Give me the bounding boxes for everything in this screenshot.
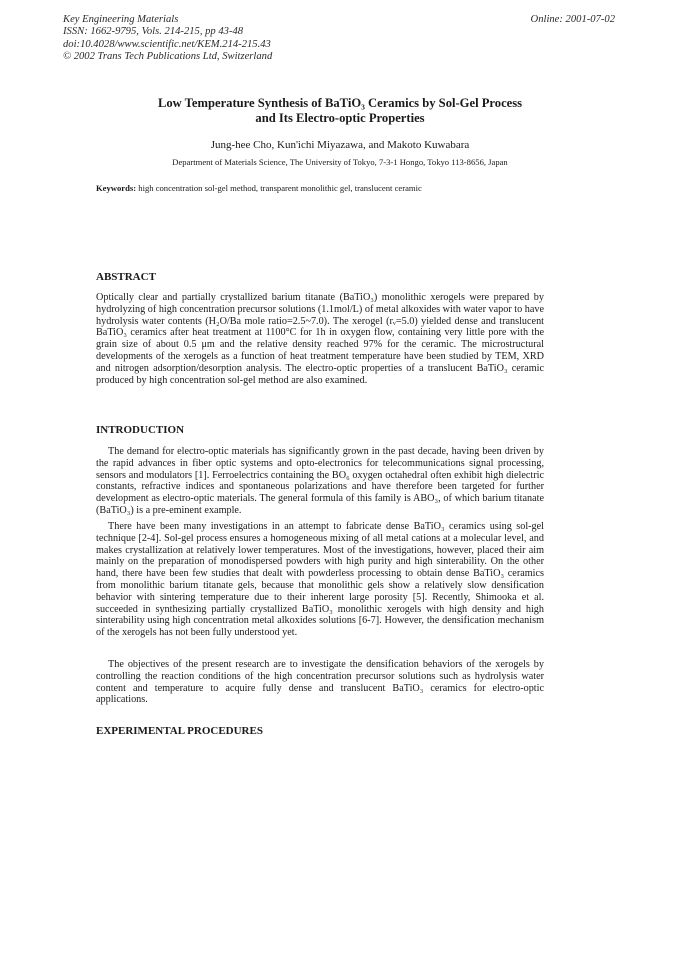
- keywords-text: high concentration sol-gel method, transparent monolithic gel, translucent ceramic: [138, 183, 422, 193]
- doi-link[interactable]: doi:10.4028/www.scientific.net/KEM.214-215.43: [63, 38, 271, 50]
- intro-paragraph-1: The demand for electro-optic materials has significantly grown in the past decade, having been driven by the rapid advances in fiber optic systems and opto-electronics for telecommunications signal processing, sensors and modulators [1]. Ferroelectrics containing the BO₆ oxygen octahedral often exhibit high dielectric constants, refractive indices and spontaneous polarizations and have therefore been targeted for further development as electro-optic materials. The general formula of this family is ABO₃, of which barium titanate (BaTiO₃) is a pre-eminent example.: [96, 446, 544, 516]
- journal-header: [63, 14, 272, 64]
- keywords-label: Keywords:: [96, 183, 137, 193]
- introduction-heading: INTRODUCTION: [96, 424, 185, 436]
- title-line-2: and Its Electro-optic Properties: [255, 111, 425, 125]
- experimental-heading: EXPERIMENTAL PROCEDURES: [96, 725, 263, 737]
- intro-paragraph-3: The objectives of the present research are to investigate the densification behaviors of the xerogels by controlling the reaction conditions of the high concentration precursor solutions such as hydrolysis water content and temperature to acquire fully dense and translucent BaTiO₃ ceramics for electro-optic applications.: [96, 659, 544, 706]
- journal-name: Key Engineering Materials: [63, 14, 179, 25]
- keywords: [96, 183, 422, 193]
- online-date: Online: 2001-07-02: [530, 14, 615, 25]
- authors: Jung-hee Cho, Kun'ichi Miyazawa, and Makoto Kuwabara: [210, 139, 470, 151]
- issn-line: ISSN: 1662-9795, Vols. 214-215, pp 43-48: [63, 26, 244, 38]
- intro-paragraph-2: There have been many investigations in an attempt to fabricate dense BaTiO₃ ceramics using sol-gel technique [2-4]. Sol-gel process ensures a homogeneous mixing of all metal cations at a molecular level, and makes crystallization at relatively lower temperatures. Most of the investigations, however, placed their aim mainly on the preparation of monodispersed powders with high purity and high sinterability. On the other hand, there have been few studies that dealt with powderless processing to obtain dense BaTiO₃ ceramics from monolithic barium titanate gels, because that monolithic gels show a relatively slow densification behavior with sintering temperature due to their inherent large porosity [5]. Recently, Shimooka et al. succeeded in synthesizing partially crystallized BaTiO₃ monolithic xerogels with high density and high sinterability using high concentration metal alkoxides solutions [6-7]. However, the densification mechanism of the xerogels has not been fully understood yet.: [96, 521, 544, 639]
- abstract-heading: ABSTRACT: [96, 271, 156, 283]
- abstract-text: Optically clear and partially crystallized barium titanate (BaTiO₃) monolithic xerogels were prepared by hydrolyzing of high concentration precursor solutions (1.1mol/L) of metal alkoxides with water vapor to have hydrolysis water contents (H₂O/Ba mole ratio=2.5~7.0). The xerogel (rᵥ=5.0) yielded dense and translucent BaTiO₃ ceramics after heat treatment at 1100°C for 1h in oxygen flow, containing very little pore with the grain size of about 0.5 μm and the relative density reached 97% for the ceramic. The microstructural developments of the xerogels as a function of heat treatment temperature have been studied by TEM, XRD and nitrogen adsorption/desorption analysis. The electro-optic properties of a translucent BaTiO₃ ceramic produced by high concentration sol-gel method are also examined.: [96, 292, 544, 386]
- paper-title: [110, 96, 570, 126]
- title-line-1: Low Temperature Synthesis of BaTiO₃ Ceramics by Sol-Gel Process: [157, 96, 523, 110]
- copyright-line: © 2002 Trans Tech Publications Ltd, Switzerland: [63, 51, 273, 63]
- affiliation: Department of Materials Science, The University of Tokyo, 7-3-1 Hongo, Tokyo 113-8656, Japan: [172, 157, 508, 167]
